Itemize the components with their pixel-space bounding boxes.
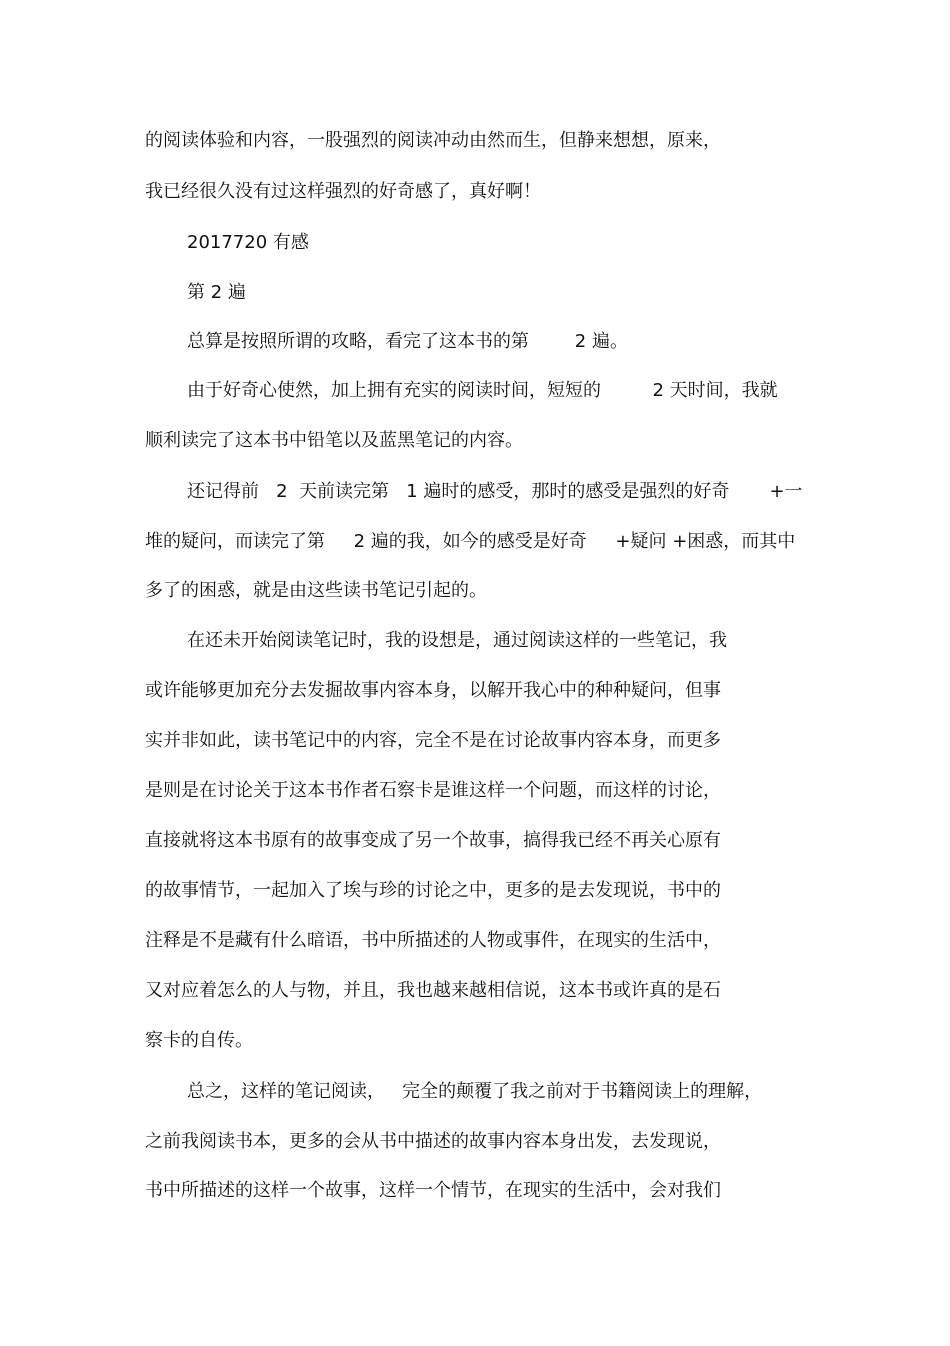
text-line: 第 2 遍: [187, 282, 246, 303]
text-line: 总算是按照所谓的攻略，看完了这本书的第 2 遍。: [187, 331, 628, 352]
text-line: 顺利读完了这本书中铅笔以及蓝黑笔记的内容。: [145, 430, 523, 451]
text-line: 又对应着怎么的人与物，并且，我也越来越相信说，这本书或许真的是石: [145, 980, 721, 1001]
text-line: 我已经很久没有过这样强烈的好奇感了，真好啊！: [145, 181, 541, 202]
text-line: 总之，这样的笔记阅读， 完全的颠覆了我之前对于书籍阅读上的理解，: [187, 1081, 763, 1102]
text-line: 注释是不是藏有什么暗语，书中所描述的人物或事件，在现实的生活中，: [145, 930, 721, 951]
text-line: 在还未开始阅读笔记时，我的设想是，通过阅读这样的一些笔记，我: [187, 630, 727, 651]
text-line: 还记得前 2 天前读完第 1 遍时的感受，那时的感受是强烈的好奇 +一: [187, 481, 803, 502]
text-line: 是则是在讨论关于这本书作者石察卡是谁这样一个问题，而这样的讨论，: [145, 780, 721, 801]
text-line: 2017720 有感: [187, 232, 309, 253]
text-line: 由于好奇心使然，加上拥有充实的阅读时间，短短的 2 天时间，我就: [187, 380, 778, 401]
text-line: 堆的疑问，而读完了第 2 遍的我，如今的感受是好奇 +疑问 +困惑，而其中: [145, 531, 796, 552]
text-line: 书中所描述的这样一个故事，这样一个情节，在现实的生活中，会对我们: [145, 1180, 721, 1201]
text-line: 察卡的自传。: [145, 1030, 253, 1051]
text-line: 之前我阅读书本，更多的会从书中描述的故事内容本身出发，去发现说，: [145, 1131, 721, 1152]
text-line: 直接就将这本书原有的故事变成了另一个故事，搞得我已经不再关心原有: [145, 830, 721, 851]
text-line: 的故事情节，一起加入了埃与珍的讨论之中，更多的是去发现说，书中的: [145, 880, 721, 901]
text-line: 实并非如此，读书笔记中的内容，完全不是在讨论故事内容本身，而更多: [145, 730, 721, 751]
text-line: 的阅读体验和内容，一股强烈的阅读冲动由然而生，但静来想想，原来，: [145, 130, 721, 151]
text-line: 多了的困惑，就是由这些读书笔记引起的。: [145, 580, 487, 601]
text-line: 或许能够更加充分去发掘故事内容本身，以解开我心中的种种疑问，但事: [145, 680, 721, 701]
